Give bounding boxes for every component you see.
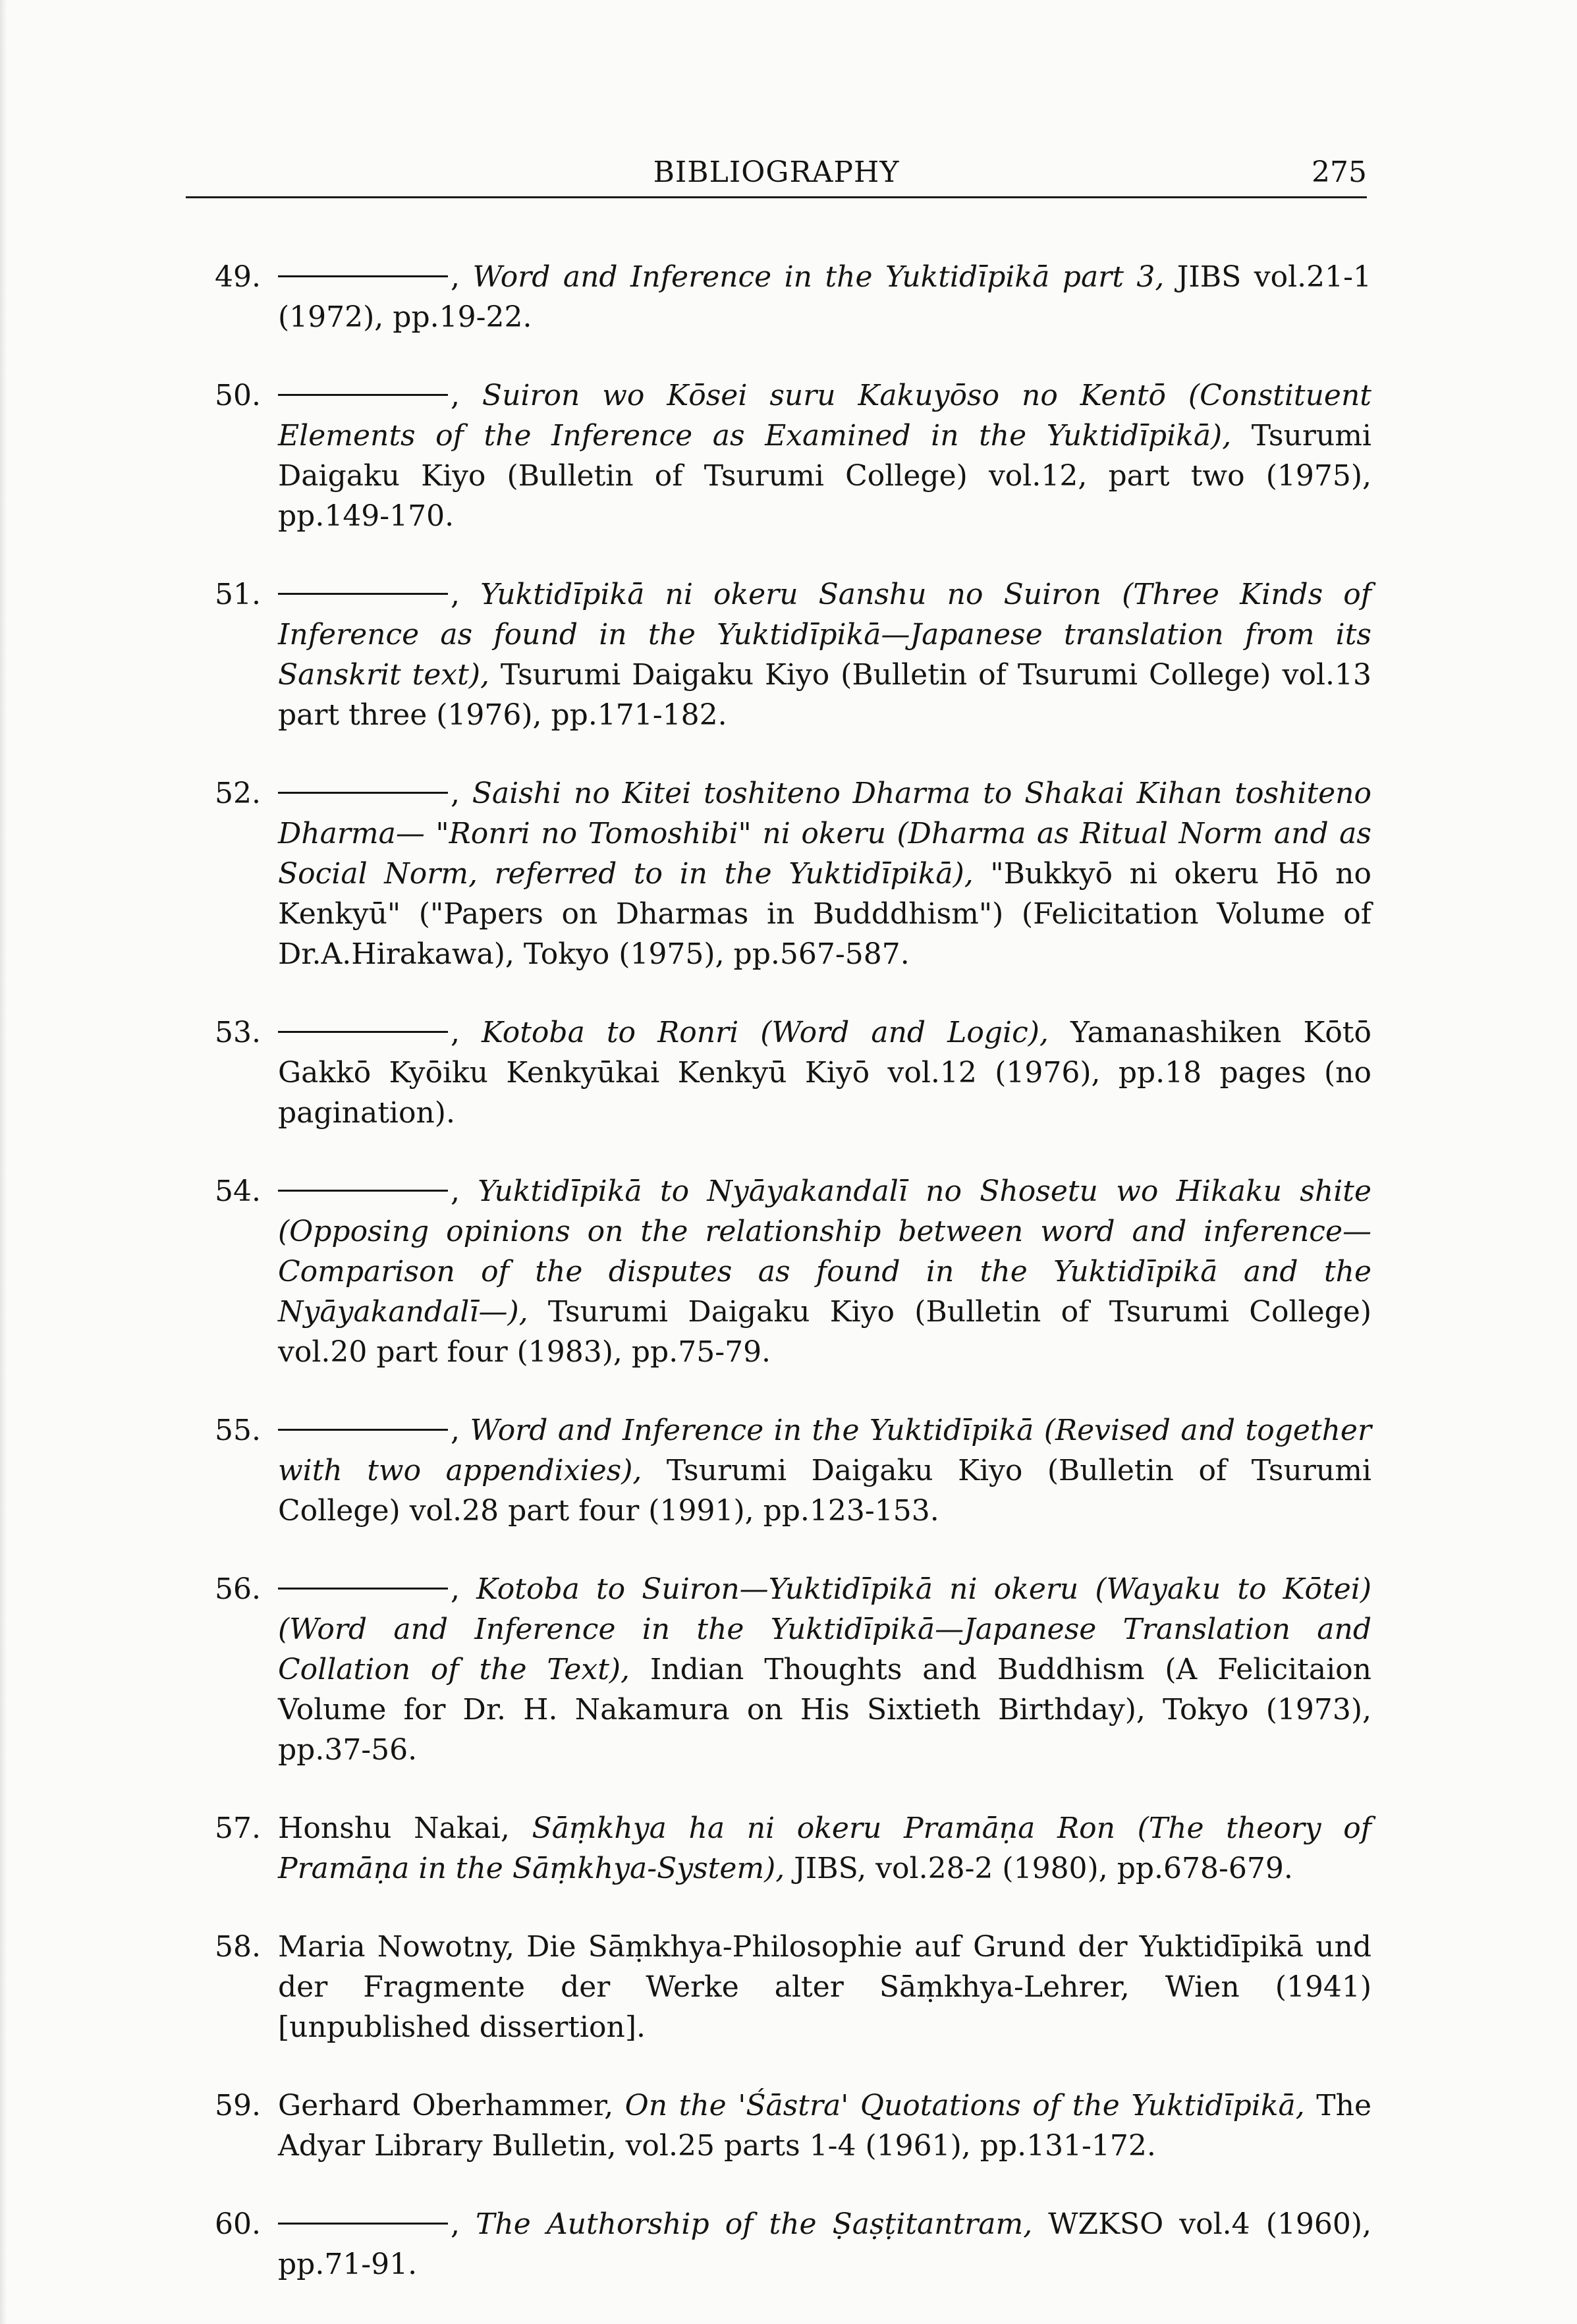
entry-separator: , <box>451 1016 482 1049</box>
bibliography-entry-50 <box>186 375 1371 536</box>
entry-publication: Indian Thoughts and Buddhism (A Felicitaion Volume for Dr. H. Nakamura on His Sixtieth Birthday), Tokyo (1973), pp.37-56. <box>278 1653 1371 1767</box>
ditto-dash <box>278 394 448 396</box>
entry-publication: Die Sāṃkhya-Philosophie auf Grund der Yuktidīpikā und der Fragmente der Werke alter Sāṃkhya-Lehrer, Wien (1941) [unpublished dissertion]. <box>278 1930 1371 2044</box>
entry-title: Kotoba to Ronri (Word and Logic), <box>482 1016 1049 1049</box>
entry-author: Gerhard Oberhammer <box>278 2089 605 2122</box>
entry-publication: The Adyar Library Bulletin, vol.25 parts 1-4 (1961), pp.131-172. <box>278 2089 1371 2163</box>
page-number: 275 <box>1312 155 1367 189</box>
entry-number: 49. <box>215 260 261 294</box>
entry-separator: , <box>451 2207 476 2241</box>
bibliography-entry-60 <box>186 2204 1371 2284</box>
entry-publication: Tsurumi Daigaku Kiyo (Bulletin of Tsurumi College) vol.13 part three (1976), pp.171-182. <box>278 658 1371 732</box>
entry-number: 60. <box>215 2207 261 2241</box>
entry-separator: , <box>451 578 481 611</box>
entry-publication: WZKSO vol.4 (1960), pp.71-91. <box>278 2207 1371 2281</box>
entry-separator: , <box>451 260 473 294</box>
ditto-dash <box>278 1588 448 1590</box>
entry-title: Sāṃkhya ha ni okeru Pramāṇa Ron (The theory of Pramāṇa in the Sāṃkhya-System), <box>278 1812 1372 1885</box>
entry-number: 59. <box>215 2089 261 2122</box>
entry-separator: , <box>500 1812 532 1845</box>
entry-separator: , <box>451 1414 470 1447</box>
entry-number: 51. <box>215 578 261 611</box>
ditto-dash <box>278 1031 448 1033</box>
entry-title: Word and Inference in the Yuktidīpikā part 3, <box>472 260 1165 294</box>
entry-publication: JIBS, vol.28-2 (1980), pp.678-679. <box>785 1852 1293 1885</box>
bibliography-entry-49 <box>186 257 1371 337</box>
entry-number: 50. <box>215 379 261 412</box>
entry-title: Kotoba to Suiron—Yuktidīpikā ni okeru (Wayaku to Kōtei) (Word and Inference in the Yuktidīpikā—Japanese Translation and Collation of the Text), <box>278 1572 1371 1686</box>
entry-number: 58. <box>215 1930 261 1964</box>
entry-separator: , <box>451 1175 478 1208</box>
entry-author: Maria Nowotny <box>278 1930 505 1964</box>
entry-author: Honshu Nakai <box>278 1812 501 1845</box>
entry-separator: , <box>604 2089 625 2122</box>
bibliography-entry-56 <box>186 1569 1371 1770</box>
bibliography-entry-58 <box>186 1927 1371 2047</box>
ditto-dash <box>278 2223 448 2225</box>
entry-number: 52. <box>215 777 261 810</box>
bibliography-list <box>186 257 1371 2323</box>
entry-title: The Authorship of the Ṣaṣṭitantram, <box>476 2207 1033 2241</box>
ditto-dash <box>278 275 448 277</box>
entry-publication: Tsurumi Daigaku Kiyo (Bulletin of Tsurumi College) vol.20 part four (1983), pp.75-79. <box>278 1295 1371 1369</box>
entry-title: Word and Inference in the Yuktidīpikā (Revised and together with two appendixies), <box>278 1414 1371 1487</box>
entry-title: Saishi no Kitei toshiteno Dharma to Shakai Kihan toshiteno Dharma— "Ronri no Tomoshibi" ni okeru (Dharma as Ritual Norm and as Social Norm, referred to in the Yuktidīpikā), <box>278 777 1371 891</box>
bibliography-entry-54 <box>186 1171 1371 1372</box>
ditto-dash <box>278 593 448 595</box>
entry-title: Yuktidīpikā ni okeru Sanshu no Suiron (Three Kinds of Inference as found in the Yuktidīpikā—Japanese translation from its Sanskrit text), <box>278 578 1372 692</box>
entry-publication: Tsurumi Daigaku Kiyo (Bulletin of Tsurumi College) vol.12, part two (1975), pp.149-170. <box>278 419 1371 533</box>
entry-separator: , <box>451 777 472 810</box>
entry-publication: Yamanashiken Kōtō Gakkō Kyōiku Kenkyūkai Kenkyū Kiyō vol.12 (1976), pp.18 pages (no pagination). <box>278 1016 1371 1130</box>
entry-publication: Tsurumi Daigaku Kiyo (Bulletin of Tsurumi College) vol.28 part four (1991), pp.123-153. <box>278 1454 1371 1528</box>
running-title: BIBLIOGRAPHY <box>653 155 900 189</box>
bibliography-entry-53 <box>186 1012 1371 1133</box>
ditto-dash <box>278 792 448 794</box>
entry-separator: , <box>505 1930 527 1964</box>
entry-number: 53. <box>215 1016 261 1049</box>
entry-title: Yuktidīpikā to Nyāyakandalī no Shosetu wo Hikaku shite (Opposing opinions on the relationship between word and inference—Comparison of the disputes as found in the Yuktidīpikā and the Nyāyakandalī—), <box>278 1175 1371 1329</box>
entry-separator: , <box>451 1572 477 1606</box>
entry-separator: , <box>451 379 482 412</box>
ditto-dash <box>278 1190 448 1192</box>
bibliography-entry-51 <box>186 574 1371 735</box>
bibliography-entry-59 <box>186 2086 1371 2166</box>
entry-publication: "Bukkyō ni okeru Hō no Kenkyū" ("Papers on Dharmas in Budddhism") (Felicitation Volume of Dr.A.Hirakawa), Tokyo (1975), pp.567-587. <box>278 857 1371 971</box>
running-header <box>186 148 1367 198</box>
ditto-dash <box>278 1429 448 1431</box>
bibliography-entry-55 <box>186 1410 1371 1531</box>
bibliography-entry-52 <box>186 773 1371 974</box>
entry-number: 57. <box>215 1812 261 1845</box>
entry-number: 56. <box>215 1572 261 1606</box>
entry-title: On the 'Śāstra' Quotations of the Yuktidīpikā, <box>624 2089 1305 2122</box>
entry-publication: JIBS vol.21-1 (1972), pp.19-22. <box>278 260 1371 334</box>
bibliography-entry-57 <box>186 1808 1371 1889</box>
entry-title: Suiron wo Kōsei suru Kakuyōso no Kentō (Constituent Elements of the Inference as Examined in the Yuktidīpikā), <box>278 379 1371 453</box>
entry-number: 54. <box>215 1175 261 1208</box>
entry-number: 55. <box>215 1414 261 1447</box>
page-edge-shadow <box>0 0 7 2324</box>
